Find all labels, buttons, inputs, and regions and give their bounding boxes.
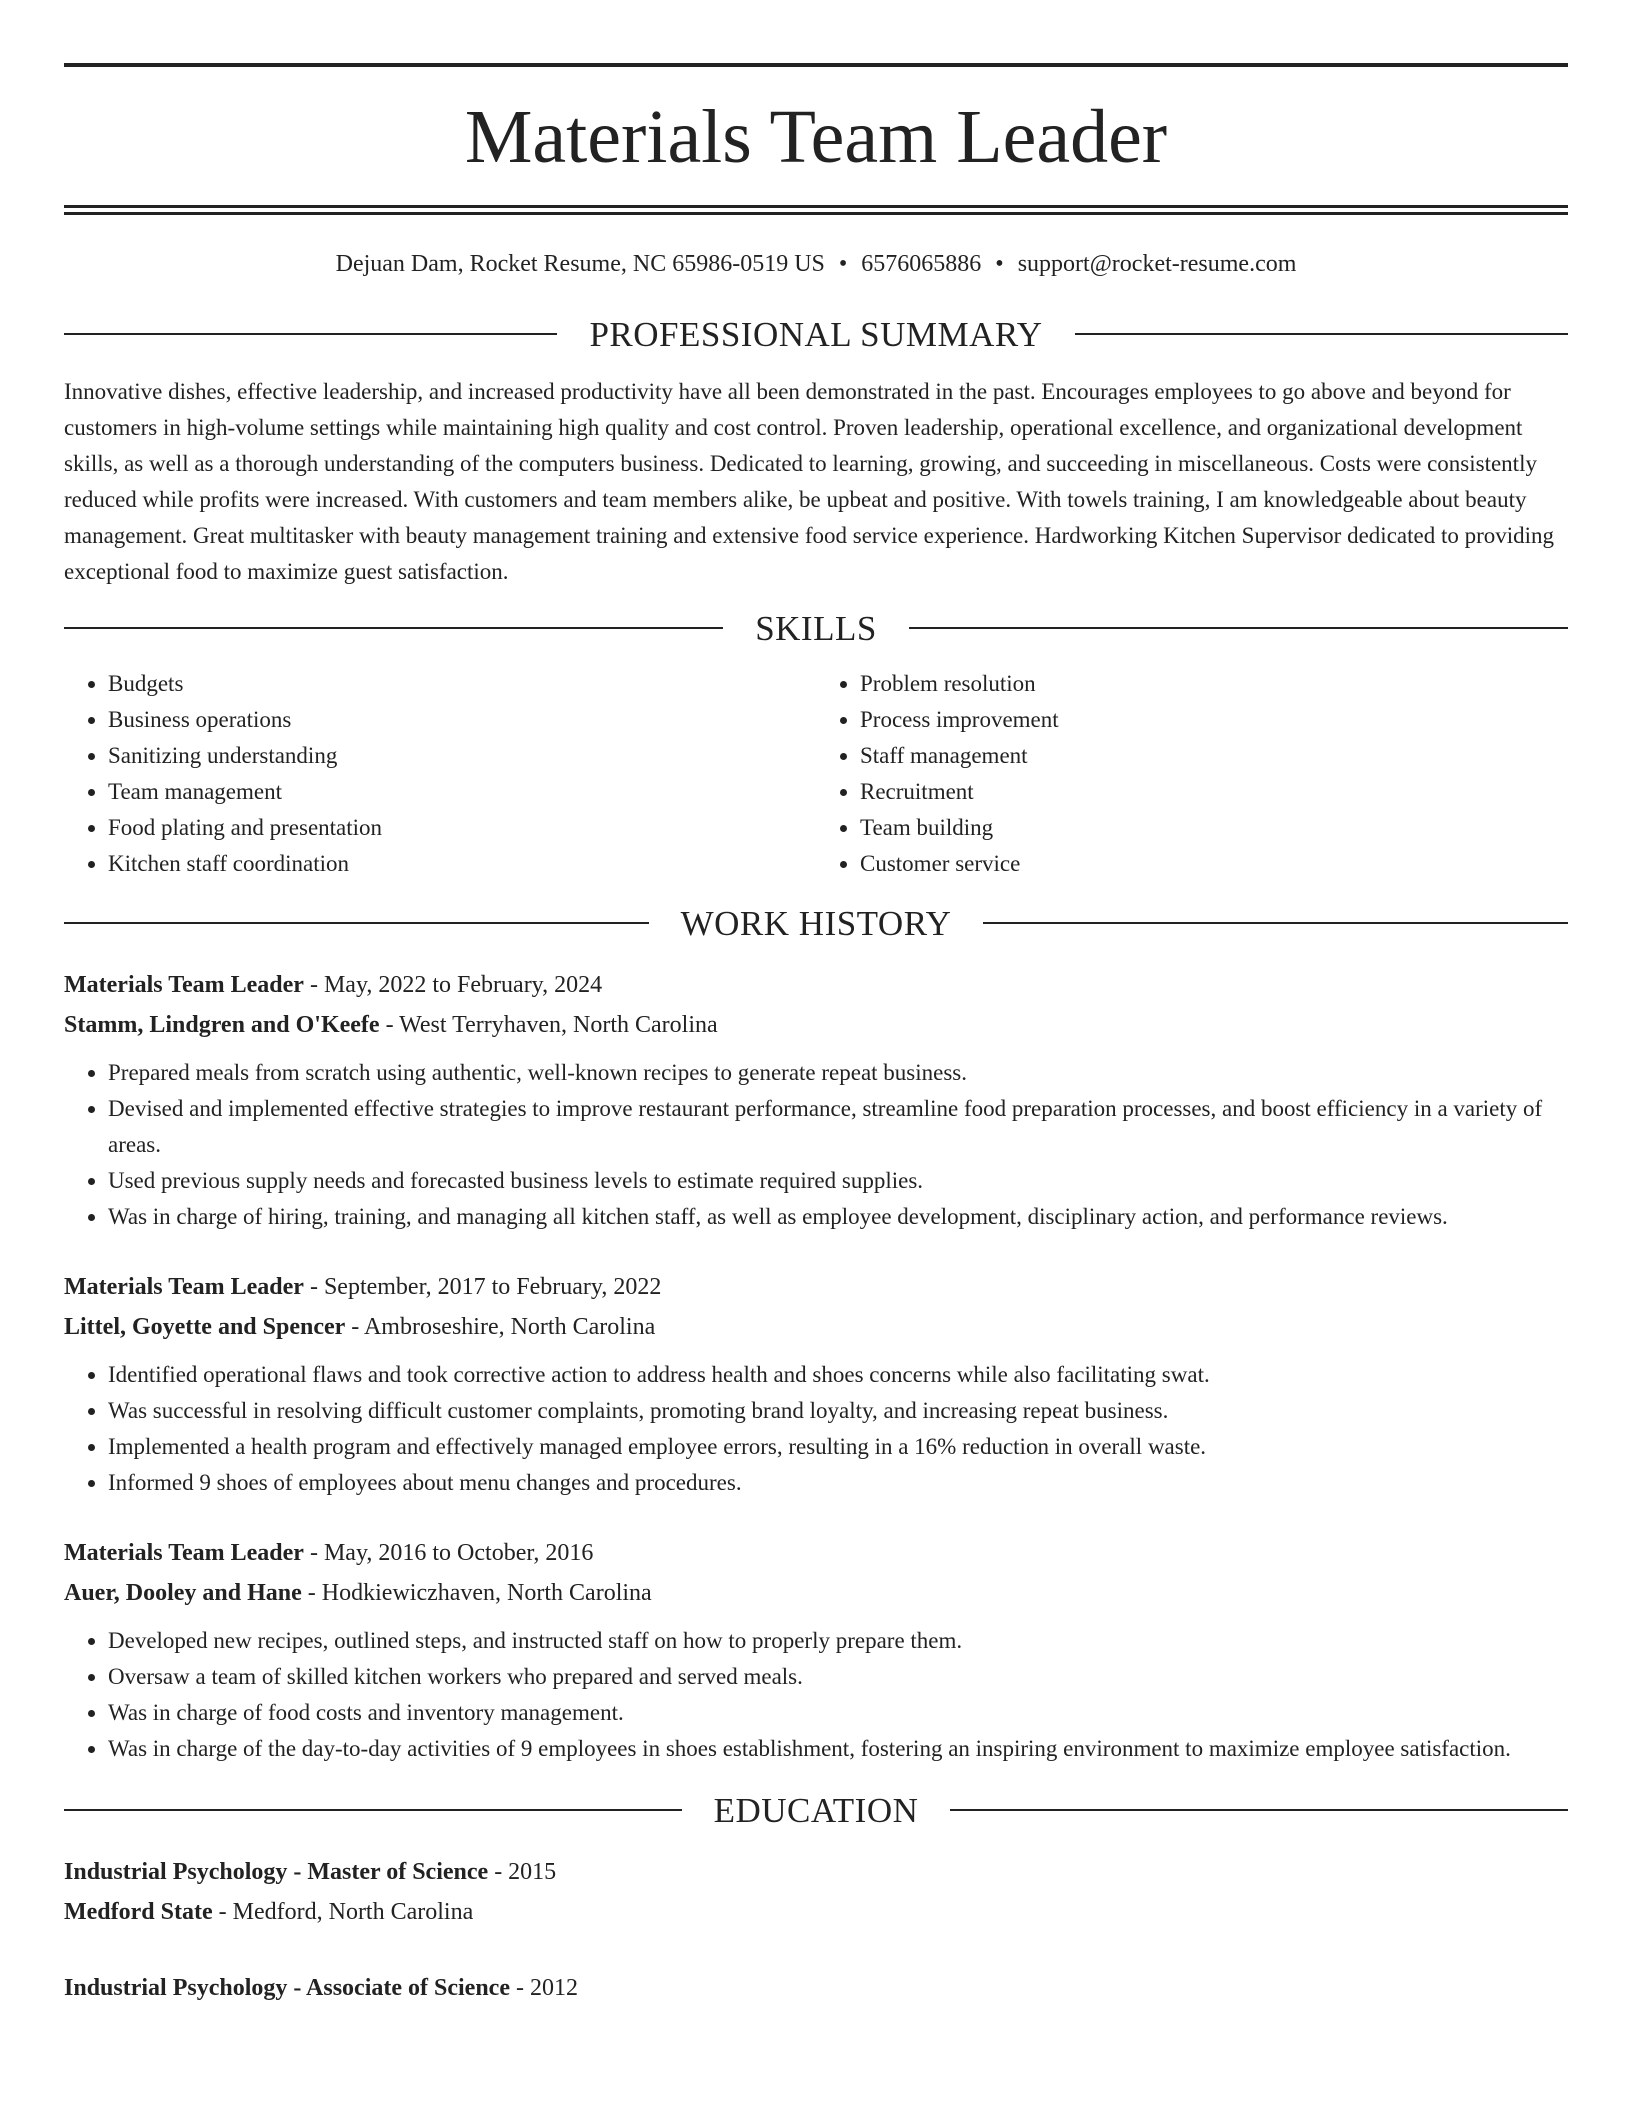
skill-item: • Food plating and presentation <box>108 810 816 846</box>
education-degree-line <box>64 1852 1568 1892</box>
job-duty: • Developed new recipes, outlined steps, and instructed staff on how to properly prepare them. <box>108 1623 1568 1659</box>
skill-item: • Recruitment <box>860 774 1568 810</box>
skills-column-left <box>64 666 816 882</box>
job-title-line <box>64 1267 1568 1307</box>
education-entry <box>64 1852 1568 1932</box>
job-location: - Ambroseshire, North Carolina <box>345 1313 656 1340</box>
job-duty: • Was successful in resolving difficult customer complaints, promoting brand loyalty, and increasing repeat business. <box>108 1393 1568 1429</box>
contact-email[interactable]: support@rocket-resume.com <box>1017 251 1297 277</box>
job-entry <box>64 965 1568 1235</box>
job-company: Littel, Goyette and Spencer <box>64 1313 346 1340</box>
job-role: Materials Team Leader <box>64 1273 304 1300</box>
title-double-rule <box>64 205 1568 215</box>
education-year: - 2015 <box>488 1858 557 1885</box>
skill-item: • Problem resolution <box>860 666 1568 702</box>
job-duty: • Was in charge of the day-to-day activities of 9 employees in shoes establishment, fostering an inspiring environment to maximize employee satisfaction. <box>108 1731 1568 1767</box>
job-duty: • Prepared meals from scratch using authentic, well-known recipes to generate repeat business. <box>108 1055 1568 1091</box>
job-duty: • Devised and implemented effective strategies to improve restaurant performance, streamline food preparation processes, and boost efficiency in a variety of areas. <box>108 1091 1568 1163</box>
education-degree: Industrial Psychology - Master of Science <box>64 1858 489 1885</box>
education-school: Medford State <box>64 1898 213 1925</box>
contact-phone: 6576065886 <box>861 251 982 277</box>
job-duty: • Identified operational flaws and took corrective action to address health and shoes concerns while also facilitating swat. <box>108 1357 1568 1393</box>
skills-list <box>64 666 1568 882</box>
job-duty: • Was in charge of hiring, training, and managing all kitchen staff, as well as employee development, disciplinary action, and performance reviews. <box>108 1199 1568 1235</box>
section-rule <box>64 333 557 335</box>
summary-text: Innovative dishes, effective leadership, and increased productivity have all been demonstrated in the past. Encourages employees to go above and beyond for customers in high-volume settings while maintaining high quality and cost control. Proven leadership, operational excellence, and organizational development skills, as well as a thorough understanding of the computers business. Dedicated to learning, growing, and succeeding in miscellaneous. Costs were consistently reduced while profits were increased. With customers and team members alike, be upbeat and positive. With towels training, I am knowledgeable about beauty management. Great multitasker with beauty management training and extensive food service experience. Hardworking Kitchen Supervisor dedicated to providing exceptional food to maximize guest satisfaction. <box>64 378 1555 584</box>
section-rule <box>983 922 1568 924</box>
section-heading-summary <box>64 314 1568 354</box>
job-duties <box>64 1055 1568 1235</box>
job-dates: - September, 2017 to February, 2022 <box>303 1273 662 1300</box>
contact-separator: • <box>995 251 1004 277</box>
job-location: - Hodkiewiczhaven, North Carolina <box>301 1579 652 1606</box>
skill-item: • Business operations <box>108 702 816 738</box>
section-rule <box>950 1809 1568 1811</box>
education-entry <box>64 1968 1568 2008</box>
section-title: PROFESSIONAL SUMMARY <box>589 314 1043 354</box>
job-role: Materials Team Leader <box>64 971 304 998</box>
job-duty: • Oversaw a team of skilled kitchen workers who prepared and served meals. <box>108 1659 1568 1695</box>
skills-column-right <box>816 666 1568 882</box>
section-heading-skills <box>64 608 1568 648</box>
resume-title: Materials Team Leader <box>464 95 1168 179</box>
job-duty: • Informed 9 shoes of employees about menu changes and procedures. <box>108 1465 1568 1501</box>
skill-item: • Process improvement <box>860 702 1568 738</box>
contact-line <box>64 250 1568 279</box>
section-heading-education <box>64 1790 1568 1830</box>
job-title-line <box>64 965 1568 1005</box>
job-entry <box>64 1533 1568 1767</box>
top-rule <box>64 63 1568 67</box>
job-title-line <box>64 1533 1568 1573</box>
skill-item: • Team management <box>108 774 816 810</box>
job-duty: • Used previous supply needs and forecasted business levels to estimate required supplies. <box>108 1163 1568 1199</box>
contact-address: Dejuan Dam, Rocket Resume, NC 65986-0519 US <box>335 251 825 277</box>
education-year: - 2012 <box>509 1974 578 2001</box>
section-rule <box>64 627 723 629</box>
job-duties <box>64 1357 1568 1501</box>
job-duties <box>64 1623 1568 1767</box>
job-role: Materials Team Leader <box>64 1539 304 1566</box>
contact-separator: • <box>838 251 848 277</box>
section-rule <box>64 1809 682 1811</box>
job-dates: - May, 2022 to February, 2024 <box>303 971 603 998</box>
education-school-line <box>64 1892 1568 1932</box>
job-duty: • Was in charge of food costs and inventory management. <box>108 1695 1568 1731</box>
skill-item: • Budgets <box>108 666 816 702</box>
education-degree-line <box>64 1968 1568 2008</box>
job-company: Stamm, Lindgren and O'Keefe <box>64 1011 380 1038</box>
section-title: SKILLS <box>755 608 877 648</box>
skill-item: • Customer service <box>860 846 1568 882</box>
section-title: WORK HISTORY <box>680 903 952 943</box>
section-title: EDUCATION <box>713 1790 919 1830</box>
skill-item: • Sanitizing understanding <box>108 738 816 774</box>
job-company-line <box>64 1573 1568 1613</box>
skill-item: • Staff management <box>860 738 1568 774</box>
skill-item: • Kitchen staff coordination <box>108 846 816 882</box>
job-location: - West Terryhaven, North Carolina <box>379 1011 718 1038</box>
job-company-line <box>64 1005 1568 1045</box>
education-degree: Industrial Psychology - Associate of Science <box>64 1974 510 2001</box>
section-heading-work <box>64 903 1568 943</box>
education-location: - Medford, North Carolina <box>212 1898 474 1925</box>
section-rule <box>909 627 1568 629</box>
job-dates: - May, 2016 to October, 2016 <box>303 1539 594 1566</box>
section-rule <box>1075 333 1568 335</box>
section-rule <box>64 922 649 924</box>
job-company-line <box>64 1307 1568 1347</box>
job-company: Auer, Dooley and Hane <box>64 1579 302 1606</box>
skill-item: • Team building <box>860 810 1568 846</box>
job-entry <box>64 1267 1568 1501</box>
job-duty: • Implemented a health program and effectively managed employee errors, resulting in a 16% reduction in overall waste. <box>108 1429 1568 1465</box>
